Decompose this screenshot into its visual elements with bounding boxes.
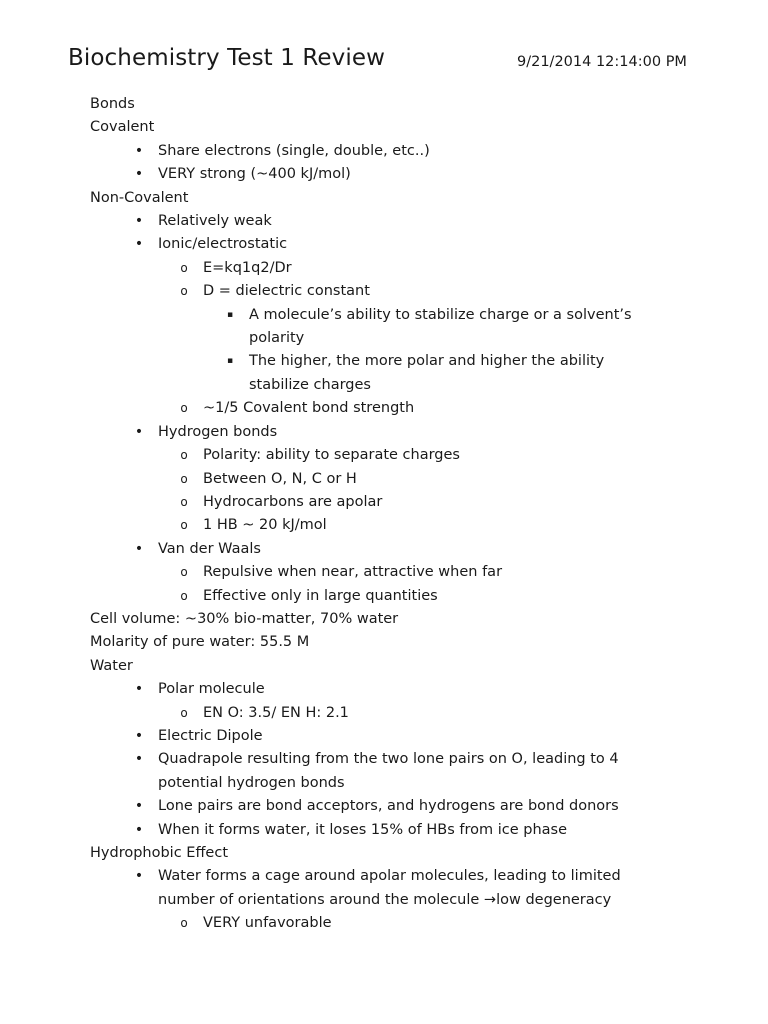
bullet-circle-icon: o bbox=[180, 916, 188, 931]
outline-text: Hydrogen bonds bbox=[158, 423, 278, 440]
bullet-circle-icon: o bbox=[180, 705, 188, 720]
outline-item-level-2 bbox=[0, 702, 768, 725]
bullet-dot-icon: • bbox=[134, 236, 144, 253]
bullet-dot-icon: • bbox=[134, 423, 144, 440]
outline-item-level-2 bbox=[0, 912, 768, 935]
outline-item-level-1 bbox=[0, 421, 768, 444]
bullet-dot-icon: • bbox=[134, 821, 144, 838]
outline-text: Lone pairs are bond acceptors, and hydrogens are bond donors bbox=[158, 798, 619, 815]
outline-item-level-1 bbox=[0, 678, 768, 701]
bullet-circle-icon: o bbox=[180, 471, 188, 486]
outline-text: D = dielectric constant bbox=[203, 283, 370, 300]
outline-item-level-3 bbox=[0, 304, 768, 327]
bullet-dot-icon: • bbox=[134, 868, 144, 885]
bullet-dot-icon: • bbox=[134, 798, 144, 815]
outline-text: Between O, N, C or H bbox=[203, 470, 357, 487]
outline-text: Covalent bbox=[90, 119, 155, 136]
outline-text: Water bbox=[90, 657, 133, 674]
bullet-circle-icon: o bbox=[180, 518, 188, 533]
outline-item-level-1 bbox=[0, 795, 768, 818]
outline-item-level-2 bbox=[0, 491, 768, 514]
outline-item-level-2 bbox=[0, 585, 768, 608]
outline-item-level-3 bbox=[0, 350, 768, 373]
bullet-circle-icon: o bbox=[180, 565, 188, 580]
outline-text: Quadrapole resulting from the two lone pairs on O, leading to 4 bbox=[158, 751, 619, 768]
outline-item-level-1 bbox=[0, 889, 768, 912]
outline-item-level-2 bbox=[0, 561, 768, 584]
bullet-circle-icon: o bbox=[180, 588, 188, 603]
outline-heading bbox=[0, 116, 768, 139]
outline-text: Electric Dipole bbox=[158, 727, 263, 744]
outline-heading bbox=[0, 842, 768, 865]
outline-text: Van der Waals bbox=[158, 540, 261, 557]
outline-text: polarity bbox=[249, 330, 305, 347]
outline-text: When it forms water, it loses 15% of HBs from ice phase bbox=[158, 821, 568, 838]
outline-item-level-1 bbox=[0, 233, 768, 256]
document-title: Biochemistry Test 1 Review bbox=[68, 45, 385, 71]
outline-item-level-2 bbox=[0, 280, 768, 303]
outline-item-level-3 bbox=[0, 327, 768, 350]
bullet-square-icon: ▪ bbox=[226, 309, 234, 320]
document-timestamp: 9/21/2014 12:14:00 PM bbox=[517, 54, 687, 70]
outline-text: Polarity: ability to separate charges bbox=[203, 447, 460, 464]
outline-item-level-1 bbox=[0, 140, 768, 163]
outline-text: Water forms a cage around apolar molecules, leading to limited bbox=[158, 868, 621, 885]
outline-heading bbox=[0, 608, 768, 631]
outline-text: Non-Covalent bbox=[90, 189, 189, 206]
outline-heading bbox=[0, 655, 768, 678]
outline-text: Repulsive when near, attractive when far bbox=[203, 564, 503, 581]
outline-text: Ionic/electrostatic bbox=[158, 236, 288, 253]
outline-heading bbox=[0, 187, 768, 210]
outline-text: potential hydrogen bonds bbox=[158, 774, 345, 791]
bullet-circle-icon: o bbox=[180, 448, 188, 463]
bullet-circle-icon: o bbox=[180, 494, 188, 509]
outline-text: Relatively weak bbox=[158, 213, 272, 230]
document-body bbox=[0, 93, 768, 936]
outline-text: VERY unfavorable bbox=[203, 915, 332, 932]
outline-text: 1 HB ~ 20 kJ/mol bbox=[203, 517, 327, 534]
bullet-circle-icon: o bbox=[180, 284, 188, 299]
bullet-dot-icon: • bbox=[134, 142, 144, 159]
outline-item-level-2 bbox=[0, 514, 768, 537]
outline-text: The higher, the more polar and higher the ability bbox=[249, 353, 605, 370]
outline-item-level-1 bbox=[0, 538, 768, 561]
outline-item-level-1 bbox=[0, 163, 768, 186]
outline-item-level-2 bbox=[0, 444, 768, 467]
outline-text: EN O: 3.5/ EN H: 2.1 bbox=[203, 704, 349, 721]
outline-item-level-1 bbox=[0, 772, 768, 795]
outline-text: Hydrophobic Effect bbox=[90, 845, 229, 861]
bullet-dot-icon: • bbox=[134, 681, 144, 698]
outline-text: A molecule’s ability to stabilize charge or a solvent’s bbox=[249, 306, 632, 323]
outline-item-level-1 bbox=[0, 819, 768, 842]
outline-text: Effective only in large quantities bbox=[203, 587, 438, 604]
bullet-square-icon: ▪ bbox=[226, 356, 234, 367]
bullet-dot-icon: • bbox=[134, 166, 144, 183]
outline-text: Share electrons (single, double, etc..) bbox=[158, 142, 430, 159]
bullet-dot-icon: • bbox=[134, 540, 144, 557]
bullet-circle-icon: o bbox=[180, 260, 188, 275]
outline-text: number of orientations around the molecule →low degeneracy bbox=[158, 891, 612, 908]
outline-item-level-3 bbox=[0, 374, 768, 397]
outline-item-level-2 bbox=[0, 468, 768, 491]
outline-item-level-2 bbox=[0, 397, 768, 420]
outline-item-level-1 bbox=[0, 865, 768, 888]
outline-text: Hydrocarbons are apolar bbox=[203, 493, 383, 510]
outline-text: Cell volume: ~30% bio-matter, 70% water bbox=[90, 610, 399, 627]
outline-item-level-2 bbox=[0, 257, 768, 280]
outline-item-level-1 bbox=[0, 210, 768, 233]
outline-item-level-1 bbox=[0, 725, 768, 748]
outline-text: Polar molecule bbox=[158, 681, 265, 698]
outline-text: Molarity of pure water: 55.5 M bbox=[90, 634, 310, 651]
bullet-circle-icon: o bbox=[180, 401, 188, 416]
bullet-dot-icon: • bbox=[134, 727, 144, 744]
outline-text: E=kq1q2/Dr bbox=[203, 259, 292, 276]
outline-text: ~1/5 Covalent bond strength bbox=[203, 400, 415, 417]
outline-heading bbox=[0, 631, 768, 654]
outline-heading bbox=[0, 93, 768, 116]
outline-text: VERY strong (~400 kJ/mol) bbox=[158, 166, 351, 183]
outline-text: Bonds bbox=[90, 96, 135, 112]
bullet-dot-icon: • bbox=[134, 751, 144, 768]
outline-item-level-1 bbox=[0, 748, 768, 771]
bullet-dot-icon: • bbox=[134, 213, 144, 230]
outline-text: stabilize charges bbox=[249, 376, 371, 393]
